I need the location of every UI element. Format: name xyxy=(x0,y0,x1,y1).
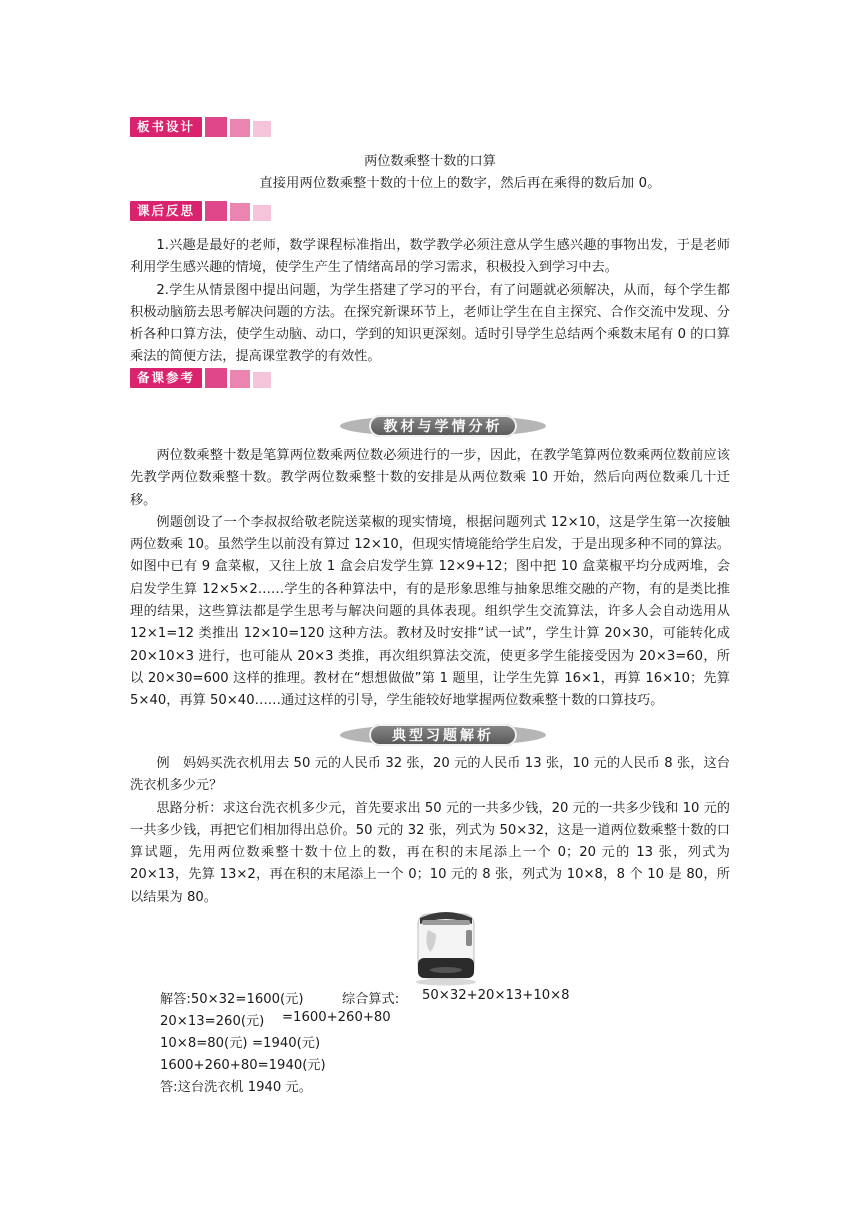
solution-step-2: 20×13=260(元) xyxy=(160,1014,265,1029)
exercise-banner xyxy=(340,722,546,748)
solution-step-3: 10×8=80(元) xyxy=(160,1036,248,1051)
exercise-text xyxy=(130,753,730,909)
board-subtitle: 直接用两位数乘整十数的十位上的数字，然后再在乘得的数后加 0。 xyxy=(259,176,661,191)
reflection-paragraph-2: 2.学生从情景图中提出问题，为学生搭建了学习的平台，有了问题就必须解决，从而，每个学生都积极动脑筋去思考解决问题的方法。在探究新课环节上，老师让学生在自主探究、合作交流中发现、分析各种口算方法，使学生动脑、动口，学到的知识更深刻。适时引导学生总结两个乘数末尾有 0 的口算乘法的简便方法，提高课堂教学的有效性。 xyxy=(130,282,730,365)
washing-machine-image xyxy=(410,900,482,986)
tag-decoration xyxy=(205,201,227,221)
tag-decoration xyxy=(205,368,227,388)
section-tag-reference xyxy=(130,368,271,388)
section-tag-board xyxy=(130,117,271,137)
banner-title: 典型习题解析 xyxy=(369,724,517,746)
board-title: 两位数乘整十数的口算 xyxy=(364,154,496,169)
combined-step-2: =1600+260+80 xyxy=(282,1010,391,1025)
analysis-paragraph-2: 例题创设了一个李叔叔给敬老院送菜椒的现实情境，根据问题列式 12×10，这是学生第一次接触两位数乘 10。虽然学生以前没有算过 12×10，但现实情境能给学生启发，于是出现多种不同的算法。如图中已有 9 盒菜椒，又往上放 1 盒会启发学生算 12×9+12；图中把 10 盒菜椒平均分成两堆，会启发学生算 12×5×2……学生的各种算法中，有的是形象思维与抽象思维交融的产物，有的是类比推理的结果，这些算法都是学生思考与解决问题的具体表现。组织学生交流算法，许多人会自动选用从 12×1=12 类推出 12×10=120 这种方法。教材及时安排“试一试”，学生计算 20×30，可能转化成 20×10×3 进行，也可能从 20×3 类推，再次组织算法交流，使更多学生能接受因为 20×3=60，所以 20×30=600 这样的推理。教材在“想想做做”第 1 题里，让学生先算 16×1，再算 16×10；先算 5×40，再算 50×40……通过这样的引导，学生能较好地掌握两位数乘整十数的口算技巧。 xyxy=(130,514,730,709)
exercise-example: 例 妈妈买洗衣机用去 50 元的人民币 32 张，20 元的人民币 13 张，10 元的人民币 8 张，这台洗衣机多少元？ xyxy=(130,756,730,794)
section-tag-reflection xyxy=(130,201,271,221)
banner-title: 教材与学情分析 xyxy=(369,415,517,437)
solution-step-4: 1600+260+80=1940(元) xyxy=(160,1058,326,1073)
reflection-text xyxy=(130,235,730,369)
tag-decoration xyxy=(230,370,250,388)
tag-decoration xyxy=(253,121,271,137)
combined-step-3: =1940(元) xyxy=(252,1036,321,1051)
tag-decoration xyxy=(230,203,250,221)
tag-decoration xyxy=(205,117,227,137)
tag-decoration xyxy=(253,205,271,221)
analysis-paragraph-1: 两位数乘整十数是笔算两位数乘两位数必须进行的一步，因此，在教学笔算两位数乘两位数前应该先教学两位数乘整十数。教学两位数乘整十数的安排是从两位数乘 10 开始，然后向两位数乘几十迁移。 xyxy=(130,448,730,508)
section-tag-label: 课后反思 xyxy=(130,201,202,221)
section-tag-label: 板书设计 xyxy=(130,117,202,137)
tag-decoration xyxy=(253,372,271,388)
exercise-analysis: 思路分析：求这台洗衣机多少元，首先要求出 50 元的一共多少钱，20 元的一共多少钱和 10 元的一共多少钱，再把它们相加得出总价。50 元的 32 张，列式为 50×32，这是一道两位数乘整十数的口算试题，先用两位数乘整十数十位上的数，再在积的末尾添上一个 0；20 元的 13 张，列式为 20×13，先算 13×2，再在积的末尾添上一个 0；10 元的 8 张，列式为 10×8，8 个 10 是 80，所以结果为 80。 xyxy=(130,800,730,905)
reflection-paragraph-1: 1.兴趣是最好的老师，数学课程标准指出，数学教学必须注意从学生感兴趣的事物出发，于是老师利用学生感兴趣的情境，使学生产生了情绪高昂的学习需求，积极投入到学习中去。 xyxy=(130,238,730,276)
combined-label: 综合算式: xyxy=(342,992,400,1007)
combined-expression: 50×32+20×13+10×8 xyxy=(422,988,570,1003)
solution-step-1: 解答:50×32=1600(元) xyxy=(160,992,304,1007)
section-tag-label: 备课参考 xyxy=(130,368,202,388)
analysis-banner xyxy=(340,413,546,439)
solution-answer: 答:这台洗衣机 1940 元。 xyxy=(160,1080,312,1095)
analysis-text xyxy=(130,445,730,713)
tag-decoration xyxy=(230,119,250,137)
